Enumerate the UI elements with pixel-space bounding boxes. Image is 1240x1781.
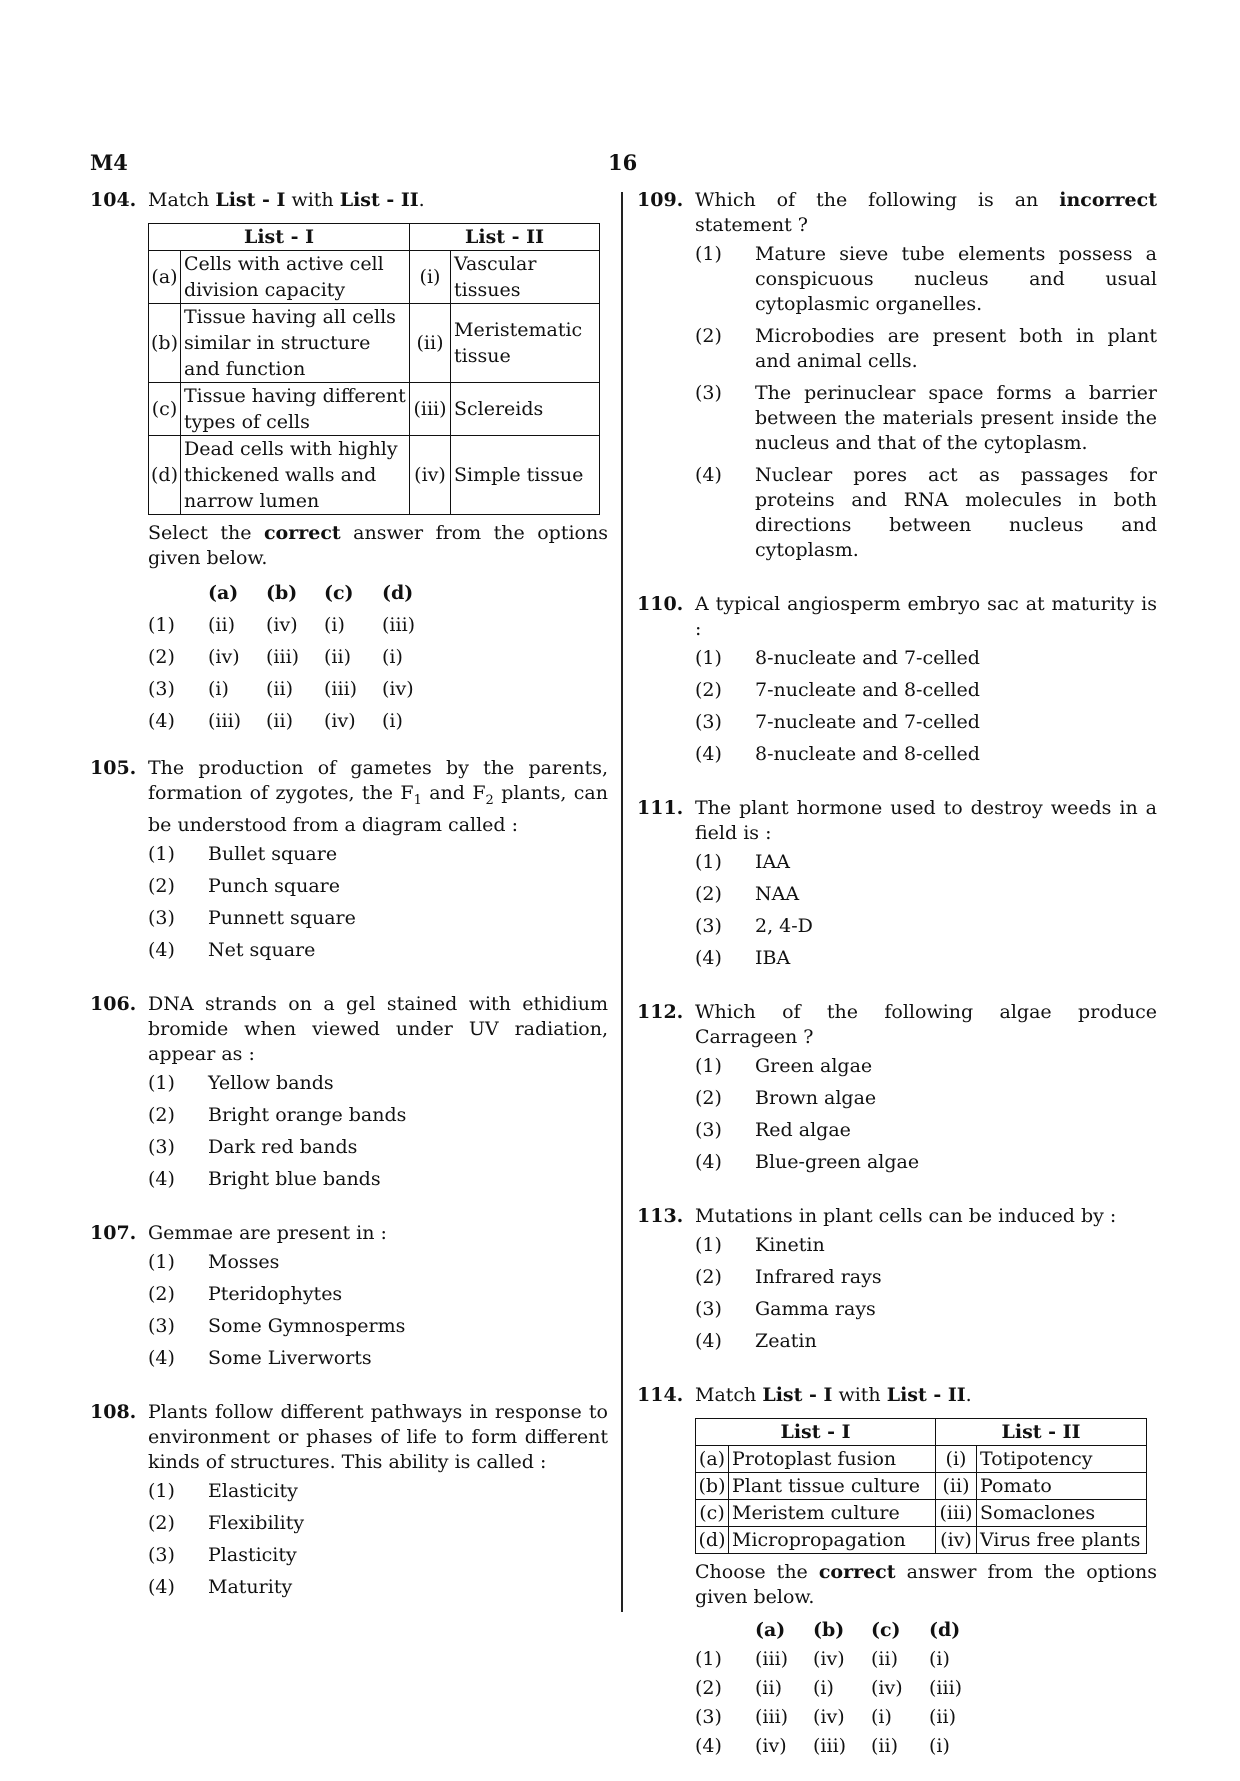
option[interactable]: (2) Flexibility (148, 1511, 305, 1534)
question-109 (637, 188, 1157, 570)
option[interactable]: (1) 8-nucleate and 7-celled (695, 647, 980, 669)
option[interactable]: (2) Bright orange bands (148, 1103, 407, 1126)
option[interactable]: (4) Net square (148, 938, 316, 961)
option[interactable]: (2) Pteridophytes (148, 1282, 343, 1305)
answer-options: (a) (b) (c) (d) (1) (iii) (iv) (ii) (i) (2) (ii) (i) (iv) (iii) (3) (iii) (iv) (i) (ii) (4) (iv) (iii) (ii) (i) (695, 1619, 963, 1757)
page-number: 16 (608, 150, 638, 175)
question-number: 107. (90, 1221, 137, 1244)
column-divider (621, 192, 623, 1612)
instruction-text: Choose the correct answer from the options given below. (695, 1561, 1157, 1608)
option[interactable]: (4) Blue-green algae (695, 1151, 920, 1173)
option[interactable]: (1) Elasticity (148, 1479, 298, 1502)
list-ii-header: List - II (410, 224, 600, 251)
option[interactable]: (4) Nuclear pores act as passages for proteins and RNA molecules in both directions between nucleus and cytoplasm. (695, 464, 1157, 561)
question-text: Which of the following algae produce Carrageen ? (695, 1001, 1157, 1048)
option[interactable]: (2) 7-nucleate and 8-celled (695, 679, 980, 701)
question-108 (90, 1400, 608, 1607)
answer-options: (a) (b) (c) (d) (1) (ii) (iv) (i) (iii) (2) (iv) (iii) (ii) (i) (3) (i) (ii) (iii) (iv) (4) (iii) (ii) (iv) (i) (148, 582, 416, 732)
question-text: Match List - I with List - II. (695, 1384, 972, 1406)
left-column (90, 188, 608, 1629)
question-number: 113. (637, 1205, 684, 1227)
question-text: Which of the following is an incorrect statement ? (695, 189, 1157, 236)
question-text: DNA strands on a gel stained with ethidium bromide when viewed under UV radiation, appear as : (148, 992, 608, 1065)
option[interactable]: (3) Plasticity (148, 1543, 297, 1566)
option[interactable]: (1) Mature sieve tube elements possess a conspicuous nucleus and usual cytoplasmic organelles. (695, 243, 1157, 315)
question-number: 111. (637, 797, 684, 819)
table-row: (c) Tissue having different types of cells (iii) Sclereids (149, 383, 600, 436)
question-number: 108. (90, 1400, 137, 1423)
table-row: (b) Tissue having all cells similar in structure and function (ii) Meristematic tissue (149, 304, 600, 383)
question-number: 106. (90, 992, 137, 1015)
table-row: (a) Protoplast fusion (i) Totipotency (696, 1446, 1147, 1473)
option[interactable]: (2) NAA (695, 883, 800, 905)
match-table (148, 223, 600, 515)
option[interactable]: (1) Green algae (695, 1055, 873, 1077)
question-number: 109. (637, 189, 684, 211)
match-table (695, 1418, 1147, 1554)
list-i-header: List - I (696, 1419, 936, 1446)
question-text: Match List - I with List - II. (148, 189, 425, 211)
option[interactable]: (4) 8-nucleate and 8-celled (695, 743, 980, 765)
option[interactable]: (2) Punch square (148, 874, 340, 897)
option[interactable]: (1) Yellow bands (148, 1071, 334, 1094)
option[interactable]: (1) IAA (695, 851, 790, 873)
question-number: 112. (637, 1001, 684, 1023)
option[interactable]: (3) Red algae (695, 1119, 851, 1141)
question-text: The production of gametes by the parents, formation of zygotes, the $F_1$ and $F_2$ plants, can be understood from a diagram called : (148, 757, 608, 836)
option[interactable]: (4) Some Liverworts (148, 1346, 372, 1369)
option[interactable]: (2) Infrared rays (695, 1266, 882, 1288)
question-106 (90, 992, 608, 1199)
option[interactable]: (3) The perinuclear space forms a barrier between the materials present inside the nucleus and that of the cytoplasm. (695, 382, 1157, 454)
option[interactable]: (1) Bullet square (148, 842, 338, 865)
question-text: The plant hormone used to destroy weeds in a field is : (695, 797, 1157, 844)
question-text: A typical angiosperm embryo sac at maturity is : (695, 593, 1157, 640)
option[interactable]: (1) Mosses (148, 1250, 280, 1273)
question-text: Mutations in plant cells can be induced by : (695, 1205, 1117, 1227)
question-text: Gemmae are present in : (148, 1221, 387, 1244)
question-number: 104. (90, 189, 137, 211)
question-114 (637, 1383, 1157, 1759)
question-number: 110. (637, 593, 684, 615)
table-row: (d) Micropropagation (iv) Virus free plants (696, 1527, 1147, 1554)
option[interactable]: (3) Dark red bands (148, 1135, 358, 1158)
option[interactable]: (4) IBA (695, 947, 791, 969)
option[interactable]: (2) Brown algae (695, 1087, 877, 1109)
option[interactable]: (4) Zeatin (695, 1330, 817, 1352)
table-row: (d) Dead cells with highly thickened walls and narrow lumen (iv) Simple tissue (149, 436, 600, 515)
table-row: (a) Cells with active cell division capacity (i) Vascular tissues (149, 251, 600, 304)
option[interactable]: (1) Kinetin (695, 1234, 825, 1256)
question-105 (90, 756, 608, 970)
option[interactable]: (3) Punnett square (148, 906, 356, 929)
option[interactable]: (3) Some Gymnosperms (148, 1314, 406, 1337)
option[interactable]: (3) 7-nucleate and 7-celled (695, 711, 980, 733)
question-112 (637, 1000, 1157, 1182)
question-110 (637, 592, 1157, 774)
right-column (637, 188, 1157, 1781)
option[interactable]: (3) Gamma rays (695, 1298, 876, 1320)
question-113 (637, 1204, 1157, 1361)
question-number: 105. (90, 757, 137, 779)
option[interactable]: (2) Microbodies are present both in plant and animal cells. (695, 325, 1157, 372)
table-row: (b) Plant tissue culture (ii) Pomato (696, 1473, 1147, 1500)
option[interactable]: (4) Maturity (148, 1575, 293, 1598)
instruction-text: Select the correct answer from the options given below. (148, 522, 608, 569)
question-104 (90, 188, 608, 734)
list-i-header: List - I (149, 224, 410, 251)
option[interactable]: (3) 2, 4-D (695, 915, 813, 937)
question-107 (90, 1221, 608, 1378)
paper-code: M4 (90, 150, 128, 175)
question-number: 114. (637, 1384, 684, 1406)
question-111 (637, 796, 1157, 978)
table-row: (c) Meristem culture (iii) Somaclones (696, 1500, 1147, 1527)
list-ii-header: List - II (936, 1419, 1147, 1446)
option[interactable]: (4) Bright blue bands (148, 1167, 381, 1190)
question-text: Plants follow different pathways in response to environment or phases of life to form different kinds of structures. This ability is called : (148, 1400, 608, 1473)
